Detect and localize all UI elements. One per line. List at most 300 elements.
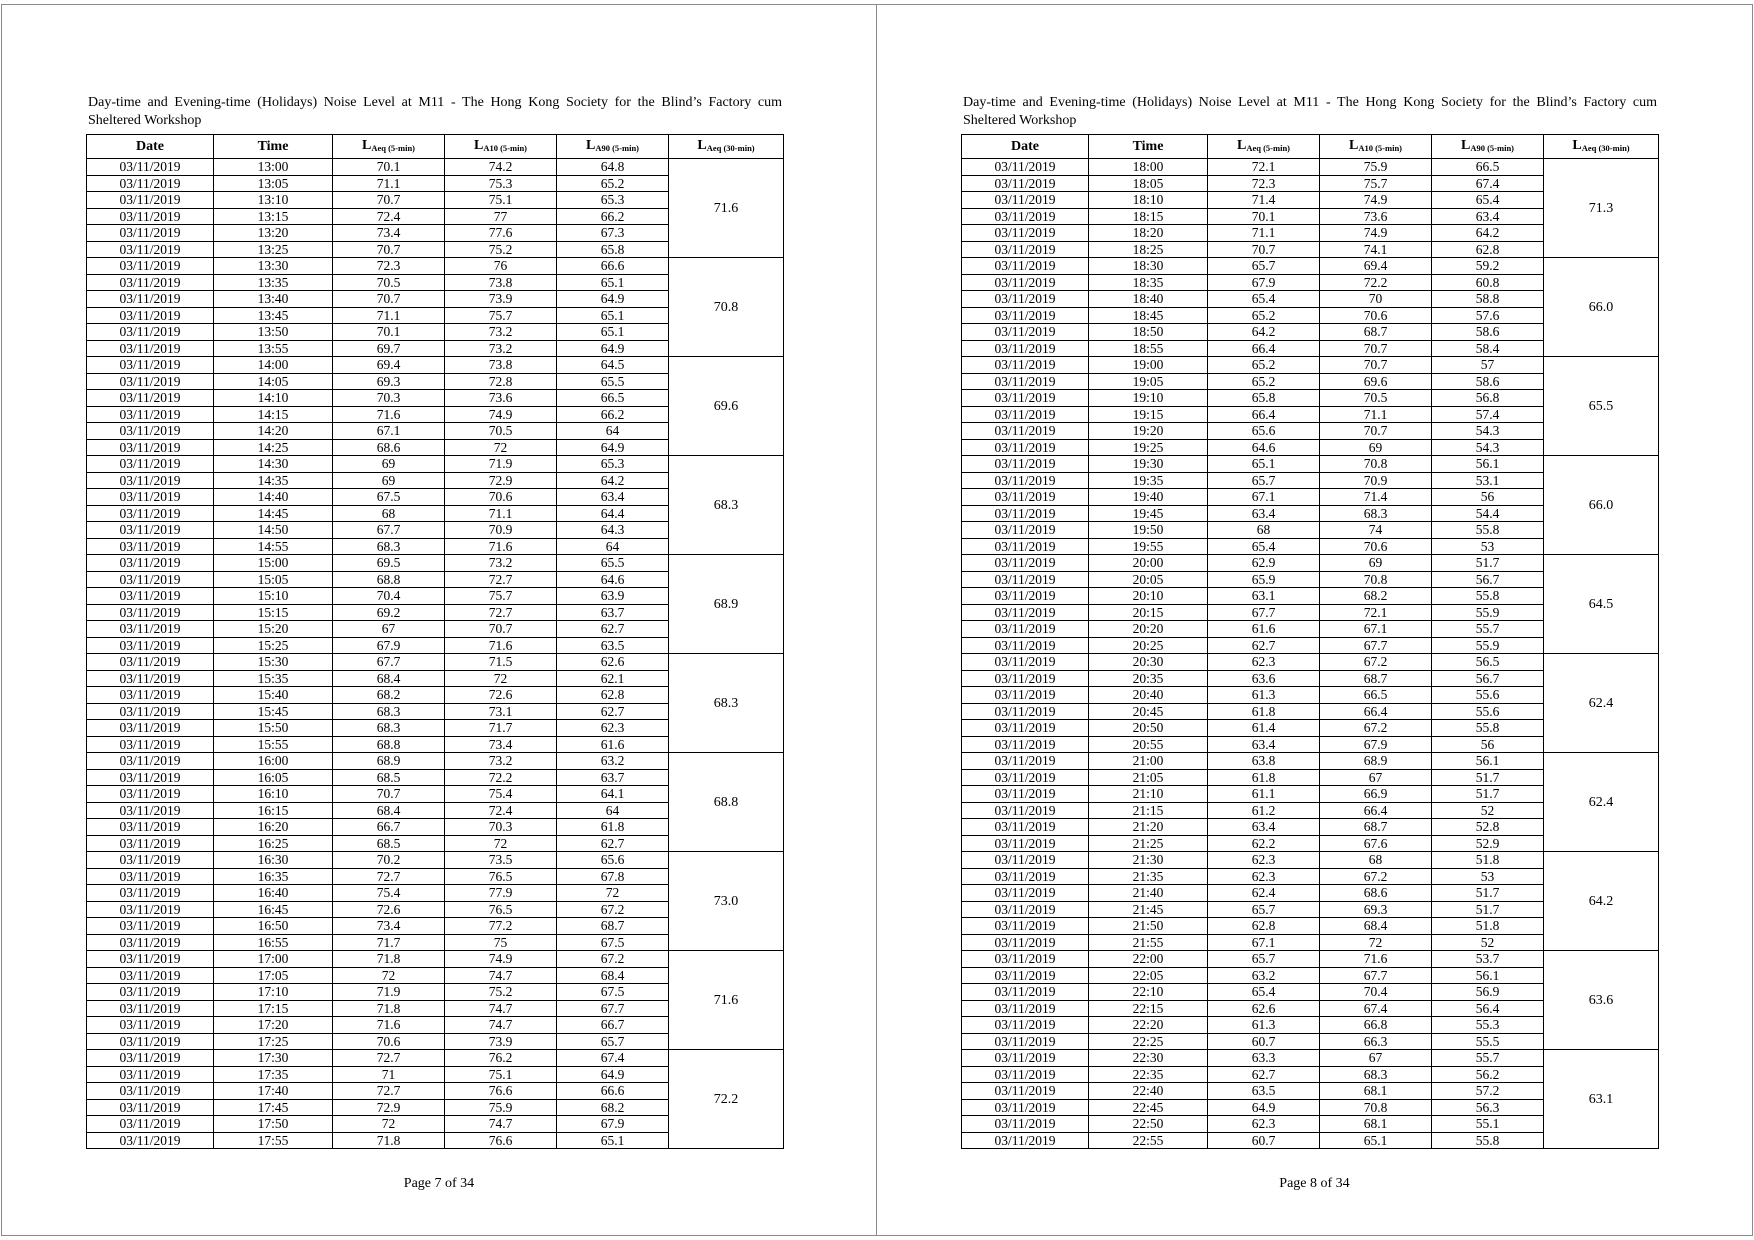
laeq-5min-cell: 63.6 xyxy=(1208,670,1320,687)
la10-5min-cell: 70.9 xyxy=(1320,472,1432,489)
laeq-5min-cell: 68.3 xyxy=(333,538,445,555)
la90-5min-cell: 55.8 xyxy=(1432,1132,1544,1149)
la90-5min-cell: 64.9 xyxy=(557,1066,669,1083)
laeq-5min-cell: 62.3 xyxy=(1208,1116,1320,1133)
time-cell: 14:05 xyxy=(214,373,333,390)
la90-5min-cell: 57.2 xyxy=(1432,1083,1544,1100)
laeq-5min-cell: 62.4 xyxy=(1208,885,1320,902)
laeq-5min-cell: 71.1 xyxy=(1208,225,1320,242)
time-cell: 21:05 xyxy=(1089,769,1208,786)
la90-5min-cell: 72 xyxy=(557,885,669,902)
laeq-5min-cell: 71.9 xyxy=(333,984,445,1001)
table-row xyxy=(87,258,784,275)
la90-5min-cell: 67.2 xyxy=(557,901,669,918)
la10-5min-cell: 72.9 xyxy=(445,472,557,489)
date-cell: 03/11/2019 xyxy=(87,241,214,258)
time-cell: 13:10 xyxy=(214,192,333,209)
date-cell: 03/11/2019 xyxy=(87,324,214,341)
laeq-5min-cell: 69 xyxy=(333,472,445,489)
noise-level-table xyxy=(961,134,1659,1149)
laeq-5min-cell: 62.8 xyxy=(1208,918,1320,935)
date-cell: 03/11/2019 xyxy=(87,687,214,704)
time-cell: 21:20 xyxy=(1089,819,1208,836)
la90-5min-cell: 54.3 xyxy=(1432,423,1544,440)
table-row xyxy=(962,555,1659,572)
time-cell: 18:45 xyxy=(1089,307,1208,324)
date-cell: 03/11/2019 xyxy=(87,901,214,918)
time-cell: 22:00 xyxy=(1089,951,1208,968)
laeq-5min-cell: 70.7 xyxy=(333,192,445,209)
time-cell: 21:40 xyxy=(1089,885,1208,902)
time-cell: 14:55 xyxy=(214,538,333,555)
header-laeq-5min: $L_{Aeq (5-min)}$ xyxy=(1208,135,1320,159)
time-cell: 20:10 xyxy=(1089,588,1208,605)
date-cell: 03/11/2019 xyxy=(962,604,1089,621)
laeq-5min-cell: 63.4 xyxy=(1208,736,1320,753)
la90-5min-cell: 65.2 xyxy=(557,175,669,192)
date-cell: 03/11/2019 xyxy=(962,175,1089,192)
la90-5min-cell: 53.7 xyxy=(1432,951,1544,968)
time-cell: 17:30 xyxy=(214,1050,333,1067)
laeq-5min-cell: 68.3 xyxy=(333,720,445,737)
la10-5min-cell: 71.5 xyxy=(445,654,557,671)
time-cell: 15:10 xyxy=(214,588,333,605)
time-cell: 13:50 xyxy=(214,324,333,341)
date-cell: 03/11/2019 xyxy=(87,868,214,885)
time-cell: 18:00 xyxy=(1089,159,1208,176)
la90-5min-cell: 65.1 xyxy=(557,324,669,341)
la90-5min-cell: 66.2 xyxy=(557,406,669,423)
la90-5min-cell: 52.8 xyxy=(1432,819,1544,836)
time-cell: 16:45 xyxy=(214,901,333,918)
la10-5min-cell: 66.4 xyxy=(1320,802,1432,819)
la90-5min-cell: 64 xyxy=(557,538,669,555)
time-cell: 18:10 xyxy=(1089,192,1208,209)
noise-level-table xyxy=(86,134,784,1149)
time-cell: 22:50 xyxy=(1089,1116,1208,1133)
table-row xyxy=(962,852,1659,869)
laeq-5min-cell: 71 xyxy=(333,1066,445,1083)
date-cell: 03/11/2019 xyxy=(962,373,1089,390)
la90-5min-cell: 64 xyxy=(557,802,669,819)
la10-5min-cell: 70.6 xyxy=(445,489,557,506)
date-cell: 03/11/2019 xyxy=(87,456,214,473)
la10-5min-cell: 67.9 xyxy=(1320,736,1432,753)
laeq-5min-cell: 75.4 xyxy=(333,885,445,902)
la10-5min-cell: 70.8 xyxy=(1320,571,1432,588)
table-row xyxy=(87,753,784,770)
la90-5min-cell: 55.7 xyxy=(1432,1050,1544,1067)
la10-5min-cell: 66.3 xyxy=(1320,1033,1432,1050)
laeq-5min-cell: 69.2 xyxy=(333,604,445,621)
la90-5min-cell: 56.8 xyxy=(1432,390,1544,407)
la10-5min-cell: 72.2 xyxy=(1320,274,1432,291)
time-cell: 14:00 xyxy=(214,357,333,374)
time-cell: 22:55 xyxy=(1089,1132,1208,1149)
table-row xyxy=(962,1050,1659,1067)
date-cell: 03/11/2019 xyxy=(962,852,1089,869)
laeq-5min-cell: 65.7 xyxy=(1208,472,1320,489)
date-cell: 03/11/2019 xyxy=(87,406,214,423)
date-cell: 03/11/2019 xyxy=(962,423,1089,440)
laeq-30min-cell: 71.6 xyxy=(669,951,784,1050)
date-cell: 03/11/2019 xyxy=(87,753,214,770)
time-cell: 16:15 xyxy=(214,802,333,819)
time-cell: 14:25 xyxy=(214,439,333,456)
la90-5min-cell: 53 xyxy=(1432,868,1544,885)
date-cell: 03/11/2019 xyxy=(962,687,1089,704)
la90-5min-cell: 58.8 xyxy=(1432,291,1544,308)
time-cell: 15:40 xyxy=(214,687,333,704)
table-row xyxy=(87,159,784,176)
la10-5min-cell: 73.9 xyxy=(445,1033,557,1050)
time-cell: 20:15 xyxy=(1089,604,1208,621)
la10-5min-cell: 75.2 xyxy=(445,984,557,1001)
la10-5min-cell: 76.6 xyxy=(445,1132,557,1149)
la90-5min-cell: 62.7 xyxy=(557,703,669,720)
header-date: Date xyxy=(87,135,214,159)
la10-5min-cell: 75.7 xyxy=(445,307,557,324)
time-cell: 22:40 xyxy=(1089,1083,1208,1100)
la90-5min-cell: 55.9 xyxy=(1432,637,1544,654)
laeq-5min-cell: 68.4 xyxy=(333,670,445,687)
date-cell: 03/11/2019 xyxy=(962,291,1089,308)
la10-5min-cell: 70 xyxy=(1320,291,1432,308)
la90-5min-cell: 54.3 xyxy=(1432,439,1544,456)
time-cell: 21:15 xyxy=(1089,802,1208,819)
time-cell: 15:00 xyxy=(214,555,333,572)
la90-5min-cell: 51.7 xyxy=(1432,769,1544,786)
la10-5min-cell: 75.2 xyxy=(445,241,557,258)
laeq-5min-cell: 64.6 xyxy=(1208,439,1320,456)
time-cell: 16:50 xyxy=(214,918,333,935)
la90-5min-cell: 67.5 xyxy=(557,934,669,951)
time-cell: 18:40 xyxy=(1089,291,1208,308)
time-cell: 21:45 xyxy=(1089,901,1208,918)
la90-5min-cell: 57 xyxy=(1432,357,1544,374)
date-cell: 03/11/2019 xyxy=(962,769,1089,786)
laeq-5min-cell: 68.5 xyxy=(333,835,445,852)
laeq-5min-cell: 67.1 xyxy=(333,423,445,440)
la10-5min-cell: 73.2 xyxy=(445,753,557,770)
la10-5min-cell: 74.7 xyxy=(445,1017,557,1034)
laeq-5min-cell: 68.8 xyxy=(333,571,445,588)
laeq-5min-cell: 71.8 xyxy=(333,951,445,968)
date-cell: 03/11/2019 xyxy=(87,984,214,1001)
la10-5min-cell: 72 xyxy=(445,439,557,456)
laeq-5min-cell: 67.1 xyxy=(1208,934,1320,951)
laeq-5min-cell: 72.7 xyxy=(333,868,445,885)
la90-5min-cell: 68.2 xyxy=(557,1099,669,1116)
la10-5min-cell: 76.6 xyxy=(445,1083,557,1100)
la90-5min-cell: 66.5 xyxy=(557,390,669,407)
time-cell: 20:45 xyxy=(1089,703,1208,720)
la10-5min-cell: 68.4 xyxy=(1320,918,1432,935)
la10-5min-cell: 72.7 xyxy=(445,571,557,588)
table-row xyxy=(87,1050,784,1067)
laeq-5min-cell: 64.9 xyxy=(1208,1099,1320,1116)
la10-5min-cell: 75.7 xyxy=(445,588,557,605)
la10-5min-cell: 70.8 xyxy=(1320,1099,1432,1116)
la90-5min-cell: 62.8 xyxy=(1432,241,1544,258)
time-cell: 22:45 xyxy=(1089,1099,1208,1116)
la90-5min-cell: 62.3 xyxy=(557,720,669,737)
caption-line-2: Sheltered Workshop xyxy=(963,113,1077,128)
date-cell: 03/11/2019 xyxy=(962,258,1089,275)
table-row xyxy=(962,159,1659,176)
la10-5min-cell: 70.9 xyxy=(445,522,557,539)
la10-5min-cell: 69 xyxy=(1320,555,1432,572)
time-cell: 16:35 xyxy=(214,868,333,885)
date-cell: 03/11/2019 xyxy=(962,571,1089,588)
laeq-5min-cell: 66.4 xyxy=(1208,406,1320,423)
time-cell: 17:20 xyxy=(214,1017,333,1034)
date-cell: 03/11/2019 xyxy=(87,934,214,951)
la90-5min-cell: 53.1 xyxy=(1432,472,1544,489)
table-caption xyxy=(963,94,1657,130)
table-row xyxy=(962,456,1659,473)
time-cell: 17:25 xyxy=(214,1033,333,1050)
laeq-5min-cell: 67.9 xyxy=(1208,274,1320,291)
date-cell: 03/11/2019 xyxy=(962,1017,1089,1034)
laeq-5min-cell: 61.3 xyxy=(1208,1017,1320,1034)
date-cell: 03/11/2019 xyxy=(87,769,214,786)
la10-5min-cell: 73.6 xyxy=(445,390,557,407)
laeq-30min-cell: 68.8 xyxy=(669,753,784,852)
laeq-5min-cell: 70.2 xyxy=(333,852,445,869)
la10-5min-cell: 68.3 xyxy=(1320,505,1432,522)
laeq-30min-cell: 65.5 xyxy=(1544,357,1659,456)
la10-5min-cell: 74.7 xyxy=(445,967,557,984)
la90-5min-cell: 55.7 xyxy=(1432,621,1544,638)
la90-5min-cell: 53 xyxy=(1432,538,1544,555)
date-cell: 03/11/2019 xyxy=(962,307,1089,324)
la10-5min-cell: 68.9 xyxy=(1320,753,1432,770)
date-cell: 03/11/2019 xyxy=(87,885,214,902)
la10-5min-cell: 74.7 xyxy=(445,1116,557,1133)
table-header-row xyxy=(87,135,784,159)
date-cell: 03/11/2019 xyxy=(962,225,1089,242)
laeq-5min-cell: 68.6 xyxy=(333,439,445,456)
laeq-5min-cell: 64.2 xyxy=(1208,324,1320,341)
date-cell: 03/11/2019 xyxy=(962,637,1089,654)
laeq-30min-cell: 70.8 xyxy=(669,258,784,357)
la90-5min-cell: 67.5 xyxy=(557,984,669,1001)
time-cell: 14:45 xyxy=(214,505,333,522)
la10-5min-cell: 74.7 xyxy=(445,1000,557,1017)
date-cell: 03/11/2019 xyxy=(962,340,1089,357)
la10-5min-cell: 70.5 xyxy=(1320,390,1432,407)
la10-5min-cell: 68.7 xyxy=(1320,670,1432,687)
date-cell: 03/11/2019 xyxy=(962,208,1089,225)
date-cell: 03/11/2019 xyxy=(87,423,214,440)
la10-5min-cell: 70.7 xyxy=(1320,340,1432,357)
table-row xyxy=(87,654,784,671)
date-cell: 03/11/2019 xyxy=(87,1050,214,1067)
time-cell: 20:20 xyxy=(1089,621,1208,638)
laeq-5min-cell: 72.4 xyxy=(333,208,445,225)
la90-5min-cell: 67.3 xyxy=(557,225,669,242)
la10-5min-cell: 67.7 xyxy=(1320,967,1432,984)
date-cell: 03/11/2019 xyxy=(87,1116,214,1133)
la10-5min-cell: 68.6 xyxy=(1320,885,1432,902)
date-cell: 03/11/2019 xyxy=(962,736,1089,753)
la10-5min-cell: 72.8 xyxy=(445,373,557,390)
la10-5min-cell: 70.7 xyxy=(1320,357,1432,374)
time-cell: 16:40 xyxy=(214,885,333,902)
laeq-5min-cell: 66.4 xyxy=(1208,340,1320,357)
time-cell: 19:45 xyxy=(1089,505,1208,522)
la10-5min-cell: 71.1 xyxy=(1320,406,1432,423)
date-cell: 03/11/2019 xyxy=(87,604,214,621)
date-cell: 03/11/2019 xyxy=(87,835,214,852)
date-cell: 03/11/2019 xyxy=(962,390,1089,407)
la90-5min-cell: 65.1 xyxy=(557,1132,669,1149)
time-cell: 18:20 xyxy=(1089,225,1208,242)
la10-5min-cell: 76.5 xyxy=(445,868,557,885)
la10-5min-cell: 75.9 xyxy=(445,1099,557,1116)
la90-5min-cell: 63.9 xyxy=(557,588,669,605)
laeq-5min-cell: 70.3 xyxy=(333,390,445,407)
la90-5min-cell: 64.9 xyxy=(557,291,669,308)
laeq-30min-cell: 62.4 xyxy=(1544,753,1659,852)
la90-5min-cell: 65.3 xyxy=(557,192,669,209)
date-cell: 03/11/2019 xyxy=(87,175,214,192)
la90-5min-cell: 64.9 xyxy=(557,340,669,357)
la90-5min-cell: 65.1 xyxy=(557,274,669,291)
time-cell: 16:10 xyxy=(214,786,333,803)
la90-5min-cell: 64.9 xyxy=(557,439,669,456)
la90-5min-cell: 66.6 xyxy=(557,258,669,275)
date-cell: 03/11/2019 xyxy=(962,505,1089,522)
date-cell: 03/11/2019 xyxy=(962,1083,1089,1100)
laeq-5min-cell: 60.7 xyxy=(1208,1132,1320,1149)
la10-5min-cell: 76.2 xyxy=(445,1050,557,1067)
la10-5min-cell: 73.8 xyxy=(445,357,557,374)
la90-5min-cell: 52 xyxy=(1432,934,1544,951)
time-cell: 18:55 xyxy=(1089,340,1208,357)
la90-5min-cell: 65.8 xyxy=(557,241,669,258)
la90-5min-cell: 56 xyxy=(1432,489,1544,506)
date-cell: 03/11/2019 xyxy=(962,472,1089,489)
laeq-5min-cell: 65.4 xyxy=(1208,538,1320,555)
date-cell: 03/11/2019 xyxy=(962,802,1089,819)
table-header-row xyxy=(962,135,1659,159)
laeq-5min-cell: 65.7 xyxy=(1208,951,1320,968)
header-la90-5min: $L_{A90 (5-min)}$ xyxy=(557,135,669,159)
laeq-5min-cell: 68.4 xyxy=(333,802,445,819)
laeq-5min-cell: 65.6 xyxy=(1208,423,1320,440)
laeq-5min-cell: 61.3 xyxy=(1208,687,1320,704)
la90-5min-cell: 56.5 xyxy=(1432,654,1544,671)
la10-5min-cell: 69.6 xyxy=(1320,373,1432,390)
laeq-5min-cell: 68.2 xyxy=(333,687,445,704)
la90-5min-cell: 64.8 xyxy=(557,159,669,176)
la90-5min-cell: 51.7 xyxy=(1432,885,1544,902)
la90-5min-cell: 66.2 xyxy=(557,208,669,225)
laeq-5min-cell: 69 xyxy=(333,456,445,473)
la90-5min-cell: 52.9 xyxy=(1432,835,1544,852)
date-cell: 03/11/2019 xyxy=(962,621,1089,638)
time-cell: 15:05 xyxy=(214,571,333,588)
la10-5min-cell: 70.6 xyxy=(1320,538,1432,555)
la10-5min-cell: 70.3 xyxy=(445,819,557,836)
la10-5min-cell: 75.9 xyxy=(1320,159,1432,176)
la10-5min-cell: 73.9 xyxy=(445,291,557,308)
la10-5min-cell: 67.7 xyxy=(1320,637,1432,654)
time-cell: 21:55 xyxy=(1089,934,1208,951)
time-cell: 13:40 xyxy=(214,291,333,308)
la10-5min-cell: 66.5 xyxy=(1320,687,1432,704)
table-row xyxy=(962,753,1659,770)
date-cell: 03/11/2019 xyxy=(87,307,214,324)
laeq-5min-cell: 65.7 xyxy=(1208,258,1320,275)
la10-5min-cell: 73.5 xyxy=(445,852,557,869)
header-laeq-5min: $L_{Aeq (5-min)}$ xyxy=(333,135,445,159)
date-cell: 03/11/2019 xyxy=(87,802,214,819)
la10-5min-cell: 73.8 xyxy=(445,274,557,291)
la90-5min-cell: 63.7 xyxy=(557,604,669,621)
time-cell: 16:55 xyxy=(214,934,333,951)
laeq-5min-cell: 71.1 xyxy=(333,307,445,324)
la90-5min-cell: 51.8 xyxy=(1432,852,1544,869)
laeq-5min-cell: 68.9 xyxy=(333,753,445,770)
date-cell: 03/11/2019 xyxy=(87,225,214,242)
date-cell: 03/11/2019 xyxy=(962,934,1089,951)
date-cell: 03/11/2019 xyxy=(962,192,1089,209)
laeq-5min-cell: 70.7 xyxy=(333,291,445,308)
time-cell: 19:35 xyxy=(1089,472,1208,489)
laeq-5min-cell: 61.6 xyxy=(1208,621,1320,638)
la90-5min-cell: 55.9 xyxy=(1432,604,1544,621)
time-cell: 13:20 xyxy=(214,225,333,242)
la90-5min-cell: 55.3 xyxy=(1432,1017,1544,1034)
date-cell: 03/11/2019 xyxy=(87,489,214,506)
date-cell: 03/11/2019 xyxy=(87,654,214,671)
la10-5min-cell: 72 xyxy=(445,835,557,852)
la10-5min-cell: 74.2 xyxy=(445,159,557,176)
laeq-5min-cell: 68.5 xyxy=(333,769,445,786)
la10-5min-cell: 71.1 xyxy=(445,505,557,522)
header-la10-5min: $L_{A10 (5-min)}$ xyxy=(445,135,557,159)
time-cell: 15:25 xyxy=(214,637,333,654)
time-cell: 19:15 xyxy=(1089,406,1208,423)
time-cell: 14:15 xyxy=(214,406,333,423)
laeq-5min-cell: 67.7 xyxy=(333,654,445,671)
la10-5min-cell: 67.4 xyxy=(1320,1000,1432,1017)
laeq-5min-cell: 72 xyxy=(333,1116,445,1133)
header-time: Time xyxy=(214,135,333,159)
date-cell: 03/11/2019 xyxy=(962,835,1089,852)
date-cell: 03/11/2019 xyxy=(87,670,214,687)
date-cell: 03/11/2019 xyxy=(87,159,214,176)
la90-5min-cell: 63.7 xyxy=(557,769,669,786)
la10-5min-cell: 67 xyxy=(1320,769,1432,786)
date-cell: 03/11/2019 xyxy=(87,439,214,456)
date-cell: 03/11/2019 xyxy=(962,1000,1089,1017)
date-cell: 03/11/2019 xyxy=(87,720,214,737)
la10-5min-cell: 75 xyxy=(445,934,557,951)
laeq-30min-cell: 63.6 xyxy=(1544,951,1659,1050)
time-cell: 20:00 xyxy=(1089,555,1208,572)
time-cell: 14:20 xyxy=(214,423,333,440)
time-cell: 21:00 xyxy=(1089,753,1208,770)
la90-5min-cell: 65.7 xyxy=(557,1033,669,1050)
time-cell: 14:40 xyxy=(214,489,333,506)
time-cell: 16:00 xyxy=(214,753,333,770)
time-cell: 17:50 xyxy=(214,1116,333,1133)
la10-5min-cell: 69.4 xyxy=(1320,258,1432,275)
